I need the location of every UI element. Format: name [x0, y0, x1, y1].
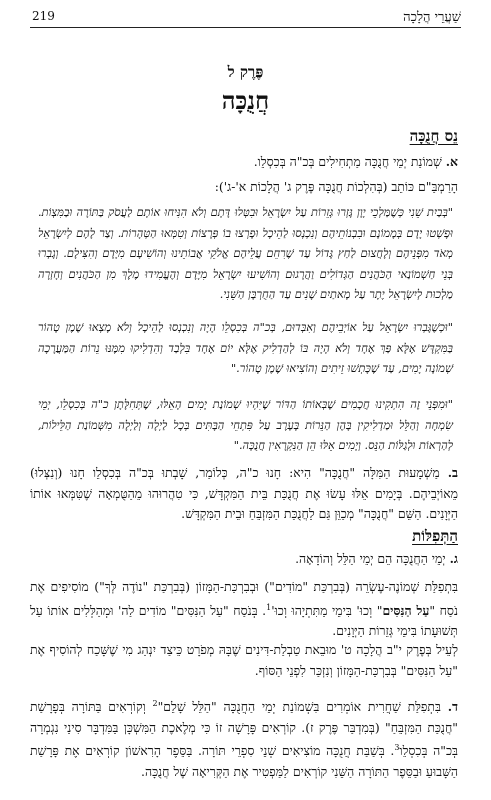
footnote-marker: 1 [266, 602, 272, 612]
al-hanisim-bold: עַל הַנִּסִּים [382, 602, 430, 618]
paragraph-a [30, 152, 458, 173]
chapter-title: חֲנֻכָּה [221, 86, 270, 115]
footnote-marker: 3 [394, 743, 400, 753]
body-text: בִּתְפִלַּת שְׁמוֹנֶה-עֶשְׂרֵה (בְּבִרְכַּת "מוֹדִים") וּבְבִרְכַּת-הַמָּזוֹן (בְּבִרְכַּת "נוֹדֶה לְּךָ") מוֹסִיפִים אֶת נֹסַח " [30, 579, 458, 618]
page-number: 219 [32, 9, 55, 23]
quote-block-1: "בְּבַיִת שֵׁנִי כְּשֶׁמַּלְכֵי יָוָן גָּזְרוּ גְּזֵרוֹת עַל יִשְׂרָאֵל וּבִטְּלוּ דָּתָם וְלֹא הִנִּיחוּ אוֹתָם לַעֲסֹק בַּתּוֹרָה וּבַמִּצְוֹת. וּפָשְׁטוּ יָדָם בְּמָמוֹנָם וּבִבְנוֹתֵיהֶם וְנִכְנְסוּ לַהֵיכָל וּפָרְצוּ בוֹ פְּרָצוֹת וְטִמְּאוּ הַטְּהָרוֹת. וְצַר לָהֶם לְיִשְׂרָאֵל מְאֹד מִפְּנֵיהֶם וְלָחֲצוּם לַחַץ גָּדוֹל עַד שֶׁרִחֵם עֲלֵיהֶם אֱלֹקֵי אֲבוֹתֵינוּ וְהוֹשִׁיעָם מִיָּדָם וְהִצִּילָם. וְגָבְרוּ בְּנֵי חַשְׁמוֹנַאי הַכֹּהֲנִים הַגְּדוֹלִים וַהֲרָגוּם וְהוֹשִׁיעוּ יִשְׂרָאֵל מִיָּדָם וְהֶעֱמִידוּ מֶלֶךְ מִן הַכֹּהֲנִים וְחָזְרָה מַלְכוּת לְיִשְׂרָאֵל יֶתֶר עַל מָאתַיִם שָׁנִים עַד הַחֻרְבָּן הַשֵּׁנִי. [38, 206, 453, 301]
body-text: . בְּנֹסַח "עַל הַנִּסִּים" מוֹדִים לַה' וּמְהַלְּלִים אוֹתוֹ עַל תְּשׁוּעָתוֹ בִּימֵי גְּזֵרוֹת הַיְּוָנִים. [30, 602, 458, 639]
footnote-marker: 2 [152, 699, 158, 708]
paragraph-text: שְׁמוֹנַת יְמֵי חֲנֻכָּה מַתְחִילִים בְּכ"ה בְּכִסְלֵו. [253, 154, 442, 169]
paragraph-text: יְמֵי הַחֲנֻכָּה הֵם יְמֵי הַלֵּל וְהוֹדָאָה. [295, 551, 446, 566]
paragraph-number: ד. [447, 699, 458, 715]
paragraph-b [30, 463, 458, 525]
paragraph-g-note: לְעֵיל בְּפֶרֶק י"ב הֲלָכָה ט' מוּבֵאת טַבְלַת-דִּינִים שֶׁבָּהּ מְפֹרָט כֵּיצַד יִנְהַג מִי שֶׁשָּׁכַח לְהוֹסִיף אֶת "עַל הַנִּסִּים" בְּבִרְכַּת-הַמָּזוֹן וְנִזְכַּר לִפְנֵי הַסּוֹף. [30, 642, 458, 678]
paragraph-number: ג. [449, 551, 458, 566]
quote-block-2: "וּכְשֶׁגָּבְרוּ יִשְׂרָאֵל עַל אוֹיְבֵיהֶם וְאִבְּדוּם, בְּכ"ה בְּכִסְלֵו הָיָה וְנִכְנְסוּ לַהֵיכָל וְלֹא מָצְאוּ שֶׁמֶן טָהוֹר בַּמִּקְדָּשׁ אֶלָּא פַּךְ אֶחָד וְלֹא הָיָה בּוֹ לְהַדְלִיק אֶלָּא יוֹם אֶחָד בִּלְבַד וְהִדְלִיקוּ מִמֶּנּוּ נֵרוֹת הַמַּעֲרָכָה שְׁמוֹנָה יָמִים, עַד שֶׁכָּתְשׁוּ זֵיתִים וְהוֹצִיאוּ שֶׁמֶן טָהוֹר." [38, 321, 453, 375]
quote-block-3: "וּמִפְּנֵי זֶה הִתְקִינוּ חֲכָמִים שֶׁבְּאוֹתוֹ הַדּוֹר שֶׁיִּהְיוּ שְׁמוֹנַת יָמִים הָאֵלּוּ, שֶׁתְּחִלָּתָן כ"ה בְּכִסְלֵו, יְמֵי שִׂמְחָה וְהַלֵּל וּמַדְלִיקִין בָּהֶן הַנֵּרוֹת בָּעֶרֶב עַל פִּתְחֵי הַבָּתִּים בְּכָל לַיְלָה וְלַיְלָה מִשְּׁמוֹנַת הַלֵּילוֹת, לְהַרְאוֹת וּלְגַלּוֹת הַנֵּס. וְיָמִים אֵלּוּ הֵן הַנִּקְרָאִין חֲנֻכָּה." [38, 398, 453, 452]
paragraph-text: בִּתְפִלַּת שַׁחֲרִית אוֹמְרִים בִּשְׁמוֹנַת יְמֵי הַחֲנֻכָּה "הַלֵּל שָׁלֵם" [157, 699, 441, 715]
paragraph-number: ב. [447, 465, 458, 480]
paragraph-g [30, 549, 458, 570]
paragraph-d [30, 694, 458, 782]
chapter-label: פֶּרֶק ל [227, 63, 264, 81]
paragraph-text: מַשְׁמָעוּת הַמִּלָּה "חֲנֻכָּה" הִיא: חָנוּ כ"ה, כְּלוֹמַר, שָׁבְתוּ בְּכ"ה בְּכִסְלֵו חָנוּ (וְנִצְּלוּ) מֵאוֹיְבֵיהֶם. בְּיָמִים אֵלּוּ עָשׂוּ אֶת חֲנֻכַּת בֵּית הַמִּקְדָּשׁ, כִּי טִהֲרוּהוּ מֵהַטֻּמְאָה שֶׁטִּמְּאוּ אוֹתוֹ הַיְּוָנִים. הַשֵּׁם "חֲנֻכָּה" מְכַוֵּן גַּם לַחֲנֻכַּת הַמִּזְבֵּחַ וּבֵית הַמִּקְדָּשׁ. [30, 465, 458, 521]
rambam-intro: הָרַמְבַּ"ם כּוֹתֵב (בְּהִלְכוֹת חֲנֻכָּה פֶּרֶק ג' הֲלָכוֹת א'-ג'): [214, 179, 458, 194]
body-text: " וְכוּ' בִּימֵי מַתִּתְיָהוּ וְכוּ' [271, 602, 383, 618]
paragraph-g-body [30, 577, 458, 642]
section-heading-miracle: נֵס חֲנֻכָּה [409, 127, 458, 145]
paragraph-text: וְקוֹרְאִים בַּתּוֹרָה בְּפָרָשַׁת "חֲנֻכַּת הַמִּזְבֵּחַ" (בְּמִדְבַּר פֶּרֶק ז). קוֹרְאִים פָּרָשָׁה זוֹ כִּי מְלֶאכֶת הַמִּשְׁכָּן בַּמִּדְבָּר סִינַי נִגְמְרָה בְּכ"ה בְּכִסְלֵו [30, 699, 458, 759]
section-heading-prayers: הַתְּפִלּוֹת [412, 527, 458, 545]
running-header-title: שַׁעֲרֵי הֲלָכָה [403, 10, 461, 25]
paragraph-number: א. [445, 154, 458, 169]
paragraph-text: . בְּשַׁבַּת חֲנֻכָּה מוֹצִיאִים שְׁנֵי סִפְרֵי תּוֹרָה. בַּסֵּפֶר הָרִאשׁוֹן קוֹרְאִים אֶת פָּרָשַׁת הַשָּׁבוּעַ וּבַסֵּפֶר הַתּוֹרָה הַשֵּׁנִי קוֹרְאִים לַמַּפְטִיר אֶת הַקְּרִיאָה שֶׁל חֲנֻכָּה. [30, 743, 458, 779]
header-rule [30, 27, 461, 28]
